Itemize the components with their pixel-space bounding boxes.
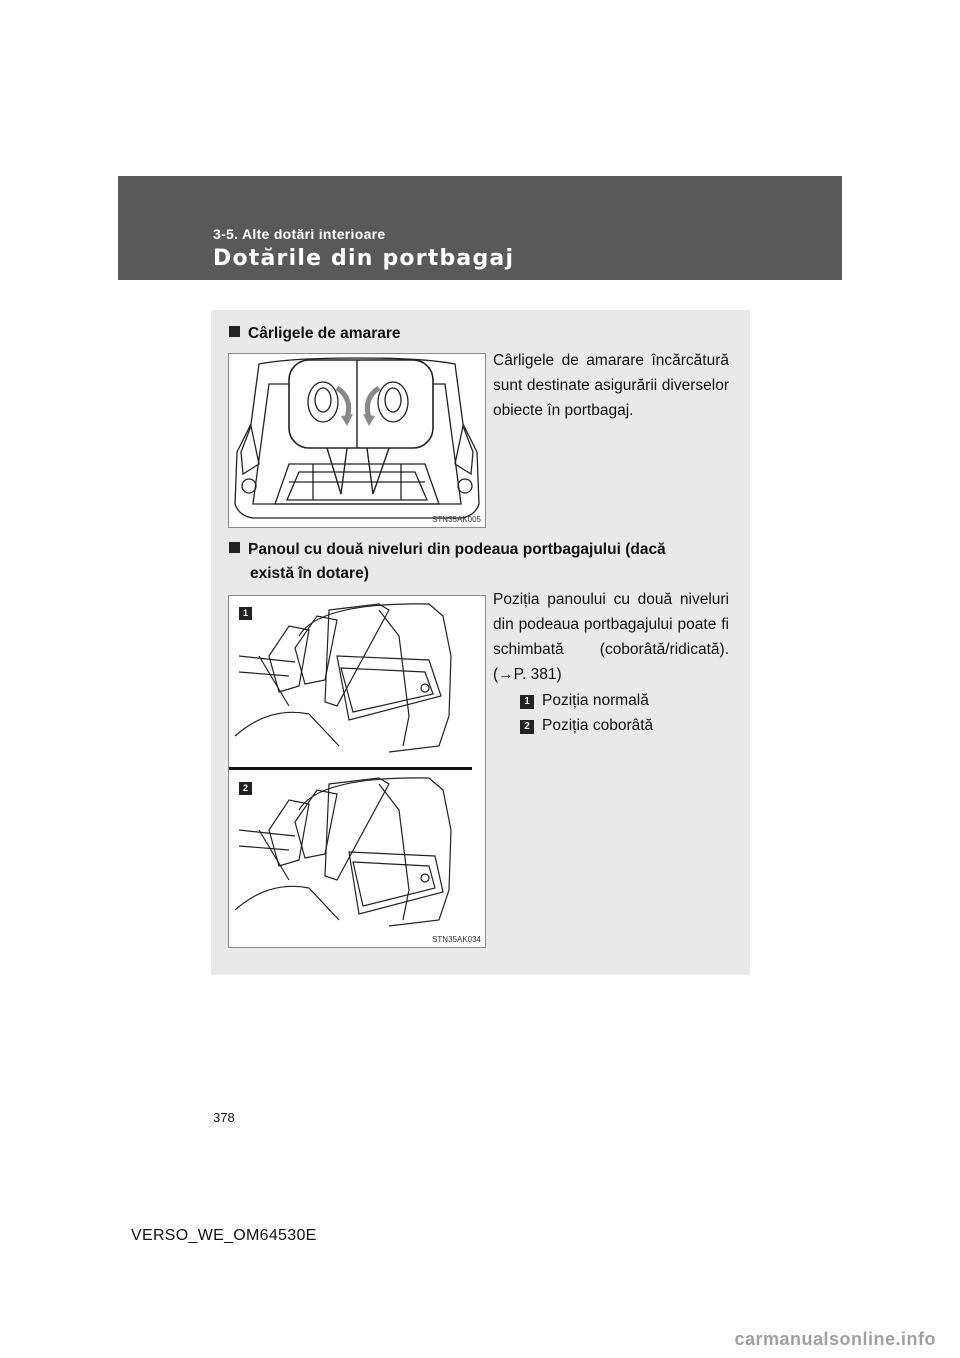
- watermark: carmanualsonline.info: [734, 1329, 936, 1349]
- deck-board-illustration: [229, 596, 485, 947]
- legend-item-normal: 1 Poziția normală: [520, 689, 649, 713]
- figure-code: STN35AK034: [432, 935, 481, 944]
- legend-item-lowered: 2 Poziția coborâtă: [520, 714, 653, 738]
- page-number: 378: [213, 1110, 235, 1125]
- figure-deck-board: [228, 595, 486, 948]
- deck-board-description: Poziția panoului cu două niveluri din podeaua portbagajului poate fi schimbată (coborâtă/ridicată). (→P. 381): [493, 591, 729, 683]
- number-badge-1: 1: [520, 695, 534, 709]
- square-bullet-icon: [229, 326, 240, 337]
- figure-lashing-hooks: [228, 353, 486, 528]
- trunk-hooks-illustration: [229, 354, 485, 527]
- header-band: [118, 176, 842, 280]
- lashing-hooks-description: Cârligele de amarare încărcătură sunt destinate asigurării diverselor obiecte în portbagaj.: [493, 352, 729, 419]
- content-panel: [211, 310, 750, 975]
- square-bullet-icon: [229, 542, 240, 553]
- figure-code: STN35AK005: [432, 515, 481, 524]
- heading-lashing-hooks: Cârligele de amarare: [229, 322, 401, 346]
- figure-divider: [229, 767, 472, 770]
- figure-badge-1: 1: [239, 607, 252, 620]
- page-title: Dotările din portbagaj: [213, 246, 515, 271]
- figure-badge-2: 2: [239, 782, 252, 795]
- document-code: VERSO_WE_OM64530E: [131, 1227, 317, 1244]
- section-label: 3-5. Alte dotări interioare: [213, 226, 386, 242]
- number-badge-2: 2: [520, 720, 534, 734]
- heading-deck-board: Panoul cu două niveluri din podeaua portbagajului (dacă există în dotare): [229, 538, 739, 586]
